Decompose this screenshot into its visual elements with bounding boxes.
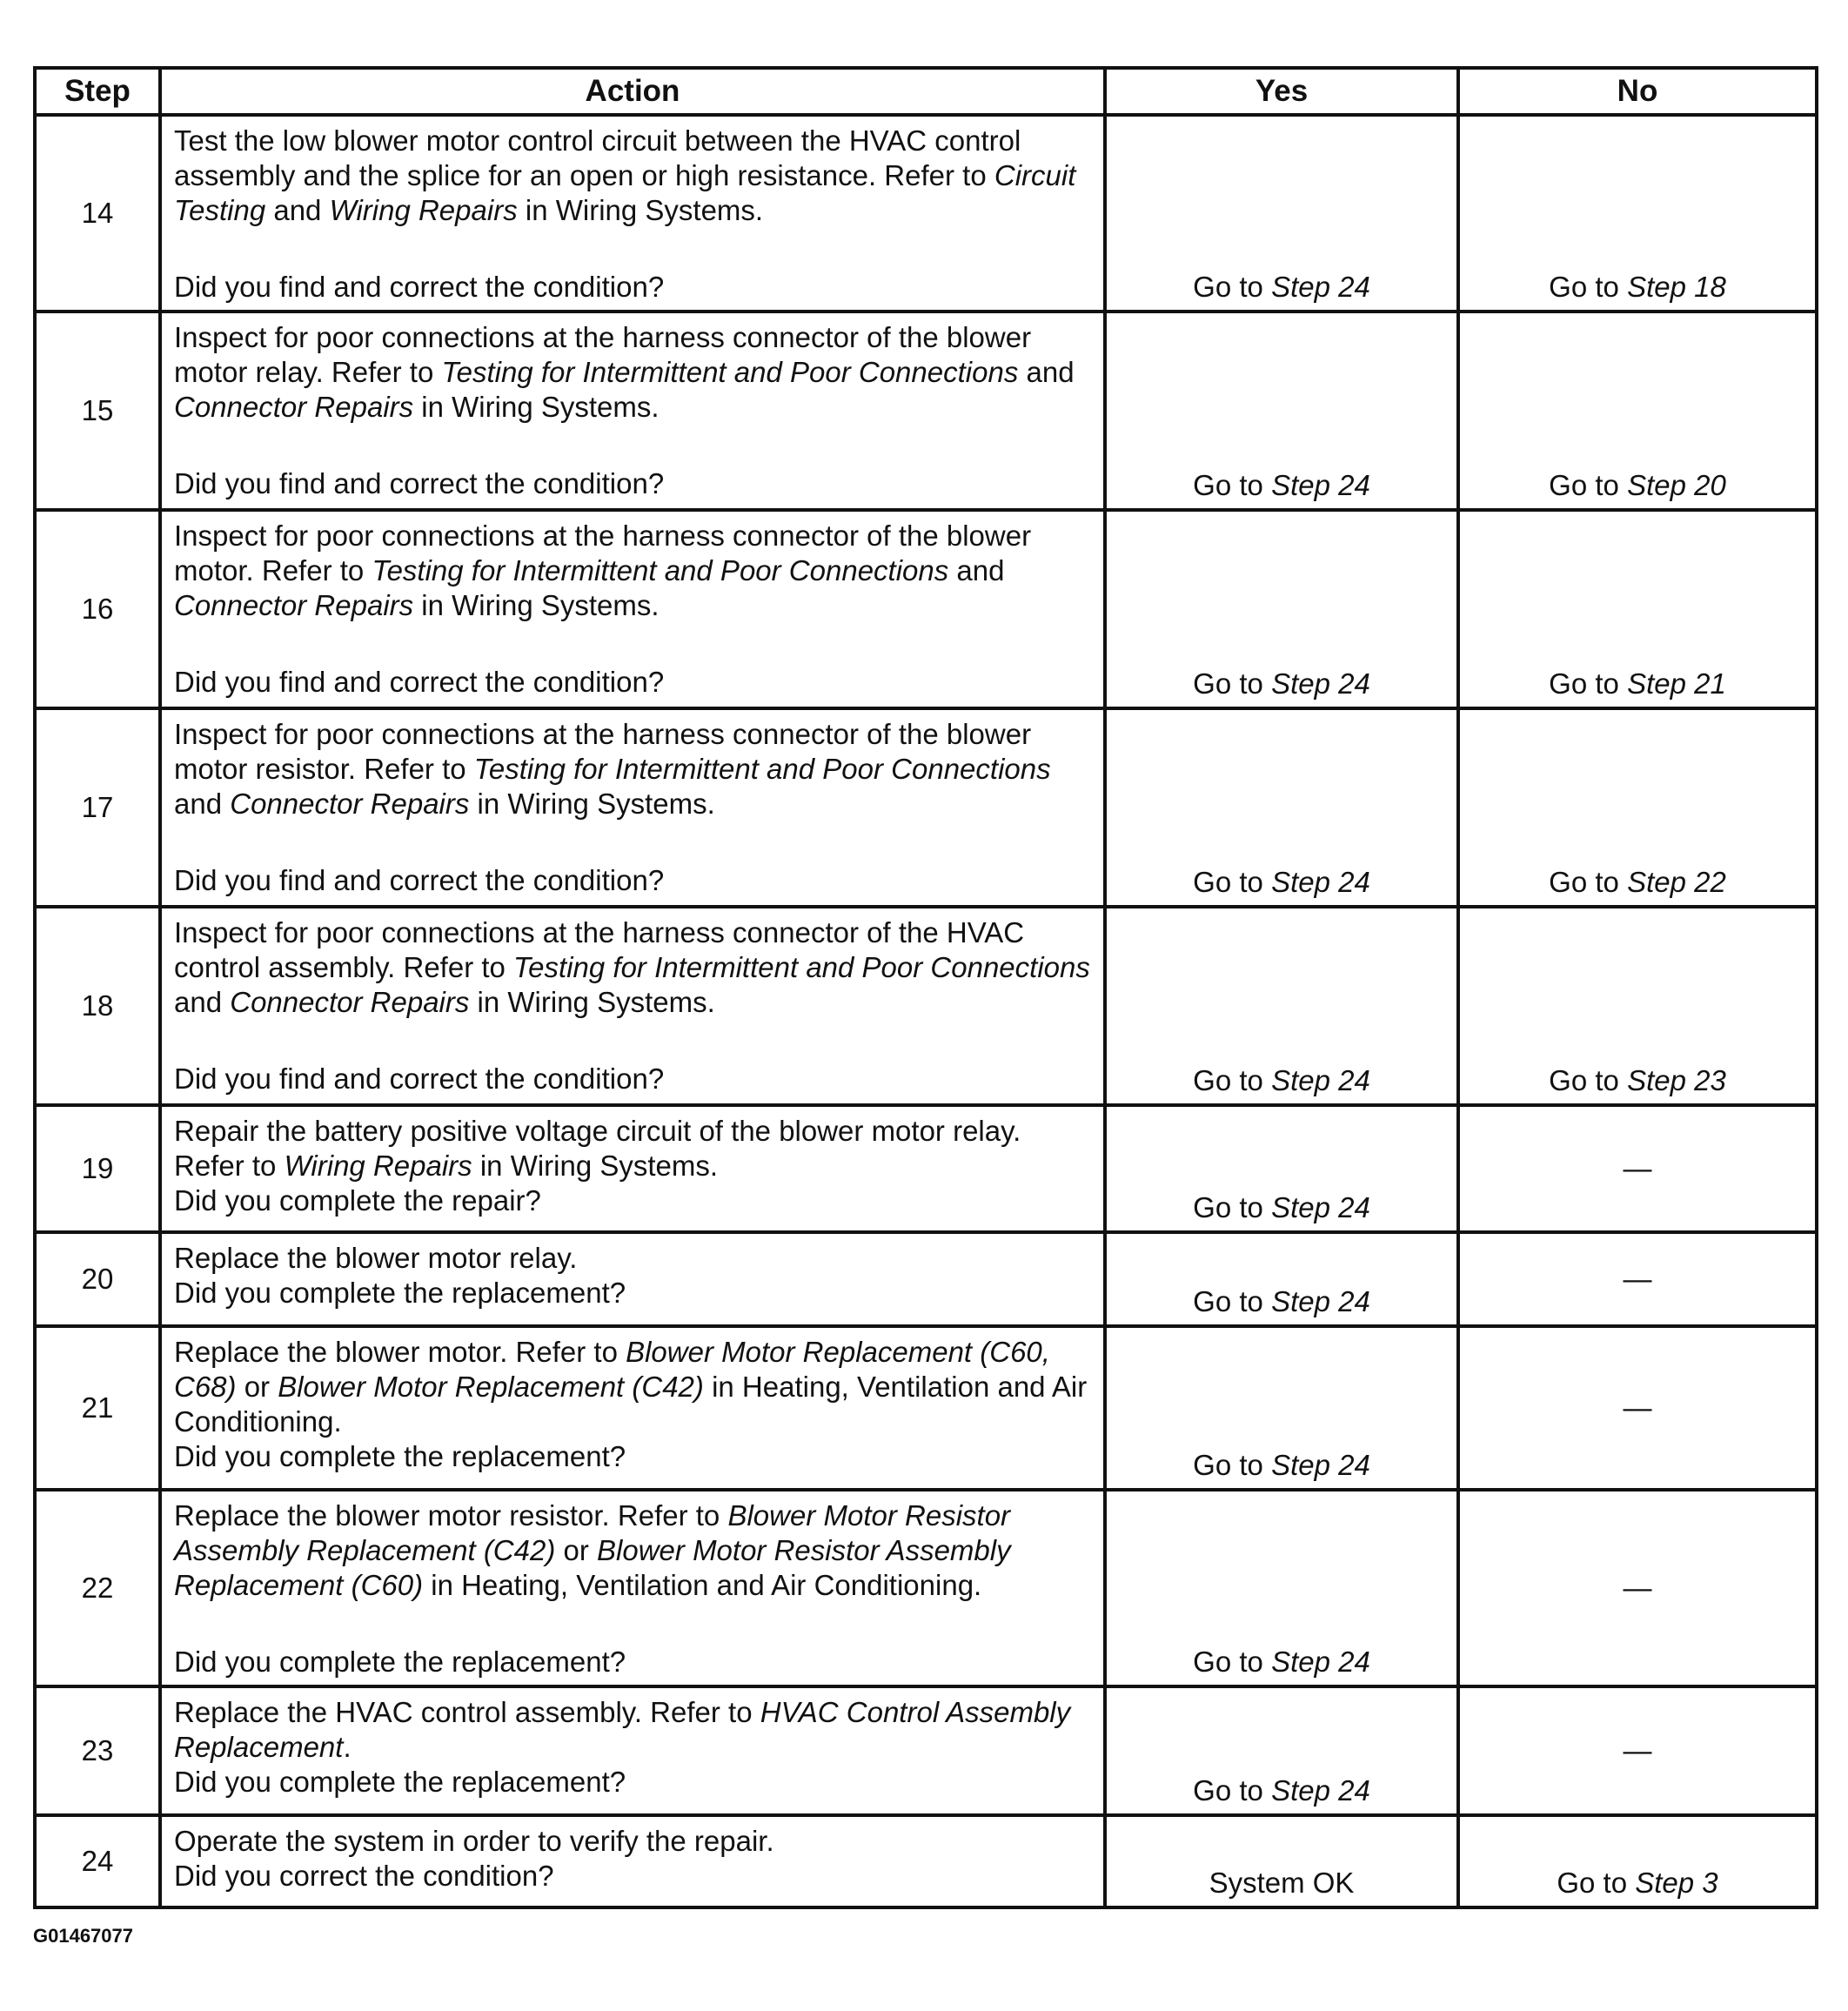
reference-link-text: Connector Repairs xyxy=(174,589,414,621)
yes-result-cell xyxy=(1105,1326,1458,1490)
action-instruction xyxy=(174,320,1091,425)
instruction-text: Inspect for poor connections at the harness connector of the blower motor. Refer to xyxy=(174,520,1032,587)
reference-link-text: Wiring Repairs xyxy=(329,194,518,226)
no-result-text: — xyxy=(1623,1263,1652,1295)
instruction-text: and xyxy=(265,194,330,226)
yes-result-cell xyxy=(1105,1232,1458,1326)
yes-result-cell xyxy=(1105,708,1458,907)
header-row xyxy=(35,68,1817,115)
step-number: 15 xyxy=(35,312,160,510)
no-result-text: Go to xyxy=(1557,1867,1636,1899)
yes-result-cell xyxy=(1105,1105,1458,1232)
action-instruction xyxy=(174,1498,1091,1603)
instruction-text: Inspect for poor connections at the harness connector of the blower motor resistor. Refer to xyxy=(174,718,1032,785)
instruction-text: in Wiring Systems. xyxy=(469,986,715,1018)
table-row xyxy=(35,708,1817,907)
action-cell xyxy=(160,312,1105,510)
step-number: 23 xyxy=(35,1686,160,1815)
yes-result-text: Go to xyxy=(1193,1191,1272,1223)
action-instruction xyxy=(174,1241,1091,1276)
yes-result-cell xyxy=(1105,1490,1458,1686)
table-body xyxy=(35,115,1817,1907)
action-column-header: Action xyxy=(160,68,1105,115)
yes-result-cell xyxy=(1105,510,1458,708)
no-result-cell xyxy=(1458,115,1817,312)
action-question: Did you find and correct the condition? xyxy=(174,666,665,698)
action-question: Did you find and correct the condition? xyxy=(174,467,665,499)
no-result-text: Go to xyxy=(1549,1064,1628,1096)
table-row xyxy=(35,1232,1817,1326)
instruction-text: and xyxy=(948,554,1005,587)
instruction-text: and xyxy=(174,986,231,1018)
yes-result-text: Go to xyxy=(1193,866,1272,898)
step-number: 18 xyxy=(35,907,160,1105)
table-row xyxy=(35,907,1817,1105)
diagnostic-table xyxy=(33,66,1818,1909)
no-column-header: No xyxy=(1458,68,1817,115)
yes-result-text: Go to xyxy=(1193,469,1272,501)
table-row xyxy=(35,1686,1817,1815)
instruction-text: Operate the system in order to verify the repair. xyxy=(174,1825,774,1857)
reference-link-text: Testing for Intermittent and Poor Connections xyxy=(473,753,1051,785)
action-cell xyxy=(160,1105,1105,1232)
instruction-text: and xyxy=(1018,356,1075,388)
table-row xyxy=(35,510,1817,708)
reference-link-text: Connector Repairs xyxy=(230,986,470,1018)
step-reference: Step 23 xyxy=(1627,1064,1726,1096)
step-column-header: Step xyxy=(35,68,160,115)
table-row xyxy=(35,1105,1817,1232)
step-reference: Step 24 xyxy=(1271,1646,1370,1678)
reference-link-text: Testing for Intermittent and Poor Connections xyxy=(372,554,949,587)
no-result-text: Go to xyxy=(1549,469,1628,501)
no-result-cell xyxy=(1458,1686,1817,1815)
action-instruction xyxy=(174,124,1091,228)
no-result-text: Go to xyxy=(1549,271,1628,303)
action-question: Did you find and correct the condition? xyxy=(174,271,665,303)
reference-link-text: Blower Motor Resistor Assembly Replacement (C42) xyxy=(174,1499,1011,1566)
no-result-cell xyxy=(1458,1490,1817,1686)
reference-link-text: Wiring Repairs xyxy=(284,1150,472,1182)
reference-link-text: HVAC Control Assembly Replacement xyxy=(174,1696,1071,1763)
yes-result-text: Go to xyxy=(1193,1285,1272,1317)
yes-result-text: Go to xyxy=(1193,1774,1272,1807)
action-question: Did you complete the replacement? xyxy=(174,1766,626,1798)
action-question: Did you find and correct the condition? xyxy=(174,1062,665,1095)
step-reference: Step 24 xyxy=(1271,1285,1370,1317)
table-row xyxy=(35,115,1817,312)
yes-result-text: Go to xyxy=(1193,1064,1272,1096)
step-reference: Step 21 xyxy=(1627,667,1726,700)
instruction-text: or xyxy=(236,1371,278,1403)
step-number: 14 xyxy=(35,115,160,312)
action-instruction xyxy=(174,1695,1091,1765)
action-instruction xyxy=(174,519,1091,623)
step-reference: Step 18 xyxy=(1627,271,1726,303)
figure-id: G01467077 xyxy=(33,1925,133,1947)
action-cell xyxy=(160,510,1105,708)
step-number: 20 xyxy=(35,1232,160,1326)
action-cell xyxy=(160,1686,1105,1815)
step-reference: Step 24 xyxy=(1271,667,1370,700)
no-result-cell xyxy=(1458,1326,1817,1490)
no-result-cell xyxy=(1458,312,1817,510)
step-number: 24 xyxy=(35,1815,160,1907)
action-instruction xyxy=(174,717,1091,821)
action-cell xyxy=(160,1490,1105,1686)
instruction-text: and xyxy=(174,788,231,820)
instruction-text: in Wiring Systems. xyxy=(413,391,660,423)
reference-link-text: Connector Repairs xyxy=(174,391,414,423)
step-number: 19 xyxy=(35,1105,160,1232)
no-result-cell xyxy=(1458,708,1817,907)
yes-result-cell xyxy=(1105,115,1458,312)
step-number: 21 xyxy=(35,1326,160,1490)
action-question: Did you correct the condition? xyxy=(174,1860,554,1892)
step-reference: Step 24 xyxy=(1271,271,1370,303)
no-result-cell xyxy=(1458,510,1817,708)
reference-link-text: Testing for Intermittent and Poor Connections xyxy=(513,951,1090,983)
action-question: Did you complete the replacement? xyxy=(174,1646,626,1678)
reference-link-text: Blower Motor Replacement (C60, C68) xyxy=(174,1336,1050,1403)
no-result-cell xyxy=(1458,907,1817,1105)
action-question: Did you complete the repair? xyxy=(174,1184,541,1217)
no-result-cell xyxy=(1458,1232,1817,1326)
step-reference: Step 22 xyxy=(1627,866,1726,898)
yes-result-text: Go to xyxy=(1193,271,1272,303)
step-reference: Step 20 xyxy=(1627,469,1726,501)
table-row xyxy=(35,1326,1817,1490)
no-result-text: Go to xyxy=(1549,866,1628,898)
table-row xyxy=(35,1490,1817,1686)
action-instruction xyxy=(174,1114,1091,1183)
instruction-text: in Heating, Ventilation and Air Conditioning. xyxy=(174,1371,1088,1438)
instruction-text: Inspect for poor connections at the harness connector of the blower motor relay. Refer to xyxy=(174,321,1032,388)
yes-result-cell xyxy=(1105,907,1458,1105)
action-cell xyxy=(160,1815,1105,1907)
step-reference: Step 24 xyxy=(1271,469,1370,501)
action-cell xyxy=(160,907,1105,1105)
action-question: Did you complete the replacement? xyxy=(174,1440,626,1472)
instruction-text: Repair the battery positive voltage circuit of the blower motor relay. Refer to xyxy=(174,1115,1021,1182)
yes-result-cell xyxy=(1105,1686,1458,1815)
no-result-cell xyxy=(1458,1815,1817,1907)
yes-result-text: Go to xyxy=(1193,667,1272,700)
yes-result-cell xyxy=(1105,1815,1458,1907)
step-number: 17 xyxy=(35,708,160,907)
action-instruction xyxy=(174,915,1091,1020)
instruction-text: in Heating, Ventilation and Air Conditioning. xyxy=(423,1569,982,1601)
yes-result-text: System OK xyxy=(1209,1867,1355,1899)
yes-column-header: Yes xyxy=(1105,68,1458,115)
step-number: 16 xyxy=(35,510,160,708)
instruction-text: in Wiring Systems. xyxy=(469,788,715,820)
instruction-text: Replace the HVAC control assembly. Refer to xyxy=(174,1696,760,1728)
reference-link-text: Testing for Intermittent and Poor Connections xyxy=(441,356,1019,388)
action-cell xyxy=(160,115,1105,312)
action-instruction xyxy=(174,1824,1091,1859)
yes-result-text: Go to xyxy=(1193,1449,1272,1481)
action-cell xyxy=(160,1326,1105,1490)
no-result-text: Go to xyxy=(1549,667,1628,700)
no-result-text: — xyxy=(1623,1572,1652,1604)
yes-result-text: Go to xyxy=(1193,1646,1272,1678)
step-number: 22 xyxy=(35,1490,160,1686)
instruction-text: Replace the blower motor. Refer to xyxy=(174,1336,626,1368)
instruction-text: in Wiring Systems. xyxy=(517,194,764,226)
instruction-text: Replace the blower motor resistor. Refer to xyxy=(174,1499,728,1532)
instruction-text: Replace the blower motor relay. xyxy=(174,1242,578,1274)
table-row xyxy=(35,1815,1817,1907)
action-question: Did you find and correct the condition? xyxy=(174,864,665,896)
step-reference: Step 24 xyxy=(1271,866,1370,898)
instruction-text: in Wiring Systems. xyxy=(472,1150,719,1182)
action-instruction xyxy=(174,1335,1091,1439)
step-reference: Step 24 xyxy=(1271,1064,1370,1096)
step-reference: Step 3 xyxy=(1635,1867,1718,1899)
instruction-text: Test the low blower motor control circuit between the HVAC control assembly and the splice for an open or high resistance. Refer to xyxy=(174,124,1021,191)
reference-link-text: Circuit Testing xyxy=(174,159,1076,226)
reference-link-text: Blower Motor Replacement (C42) xyxy=(278,1371,704,1403)
no-result-text: — xyxy=(1623,1391,1652,1424)
instruction-text: in Wiring Systems. xyxy=(413,589,660,621)
action-cell xyxy=(160,1232,1105,1326)
instruction-text: or xyxy=(555,1534,598,1566)
step-reference: Step 24 xyxy=(1271,1449,1370,1481)
action-cell xyxy=(160,708,1105,907)
instruction-text: . xyxy=(343,1731,352,1763)
no-result-text: — xyxy=(1623,1152,1652,1184)
no-result-cell xyxy=(1458,1105,1817,1232)
action-question: Did you complete the replacement? xyxy=(174,1277,626,1309)
reference-link-text: Blower Motor Resistor Assembly Replacement (C60) xyxy=(174,1534,1011,1601)
step-reference: Step 24 xyxy=(1271,1774,1370,1807)
step-reference: Step 24 xyxy=(1271,1191,1370,1223)
table-row xyxy=(35,312,1817,510)
no-result-text: — xyxy=(1623,1734,1652,1766)
reference-link-text: Connector Repairs xyxy=(230,788,470,820)
yes-result-cell xyxy=(1105,312,1458,510)
instruction-text: Inspect for poor connections at the harness connector of the HVAC control assembly. Refer to xyxy=(174,916,1025,983)
